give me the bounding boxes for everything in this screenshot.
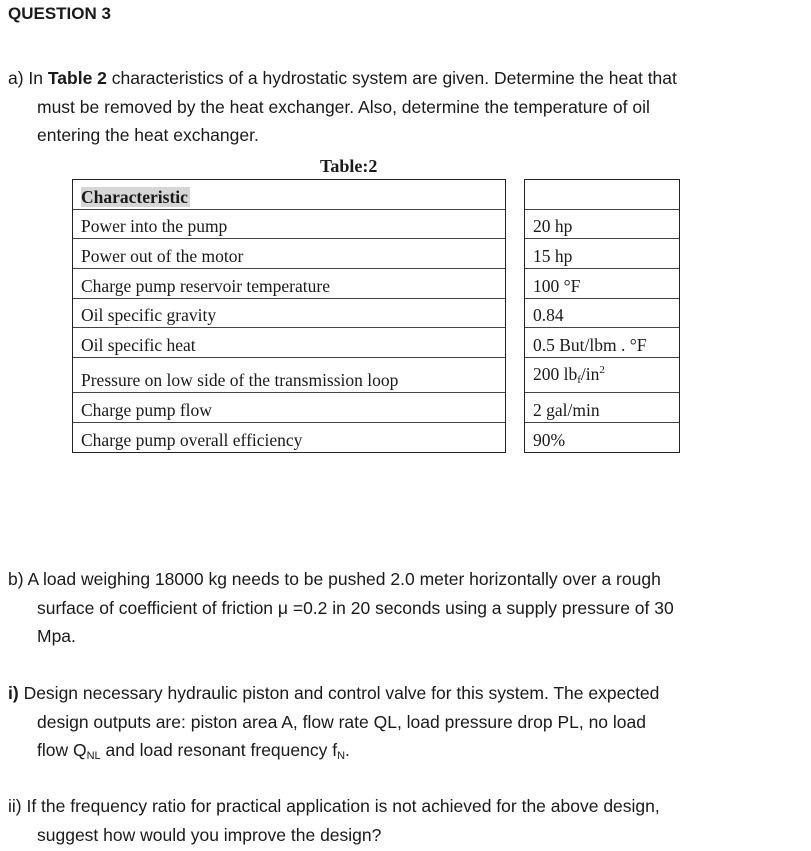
part-a-line-2: must be removed by the heat exchanger. Also, determine the temperature of oil	[37, 96, 650, 117]
characteristics-table	[72, 179, 680, 453]
table-row	[73, 422, 680, 452]
row-value: 200 $lb_f/in^2$	[525, 358, 680, 393]
row-characteristic: Charge pump reservoir temperature	[73, 269, 506, 299]
table-row	[73, 298, 680, 328]
part-b-text	[8, 565, 674, 651]
row-value: 15 hp	[525, 239, 680, 269]
part-b-line-2: surface of coefficient of friction μ =0.2 in 20 seconds using a supply pressure of 30	[37, 597, 674, 618]
table-header-characteristic: Characteristic	[81, 186, 188, 207]
table-row	[73, 239, 680, 269]
table-row	[73, 209, 680, 239]
part-b-line-1: b) A load weighing 18000 kg needs to be pushed 2.0 meter horizontally over a rough	[8, 569, 661, 589]
part-a-line-3: entering the heat exchanger.	[37, 125, 259, 145]
row-characteristic: Power out of the motor	[73, 239, 506, 269]
row-value: 0.5 But/lbm . °F	[525, 328, 680, 358]
table-row	[73, 269, 680, 299]
row-characteristic: Oil specific heat	[73, 328, 506, 358]
table-ref: Table 2	[47, 68, 107, 88]
table-title: Table:2	[320, 156, 378, 176]
part-b-i-line-2: design outputs are: piston area A, flow rate QL, load pressure drop PL, no load	[37, 711, 646, 732]
part-b-ii-line-1: ii) If the frequency ratio for practical application is not achieved for the above design,	[8, 796, 660, 816]
row-value: 2 gal/min	[525, 393, 680, 423]
table-row	[73, 393, 680, 423]
part-b-line-3: Mpa.	[37, 626, 76, 646]
row-characteristic: Charge pump flow	[73, 393, 506, 423]
row-characteristic: Power into the pump	[73, 209, 506, 239]
row-value: 100 °F	[525, 269, 680, 299]
table-row	[73, 358, 680, 393]
row-characteristic: Pressure on low side of the transmission loop	[73, 358, 506, 393]
question-heading: QUESTION 3	[8, 4, 111, 23]
part-a-text	[8, 64, 806, 150]
row-value: 90%	[525, 422, 680, 452]
row-characteristic: Oil specific gravity	[73, 298, 506, 328]
row-characteristic: Charge pump overall efficiency	[73, 422, 506, 452]
part-b-ii-line-2: suggest how would you improve the design?	[37, 824, 382, 845]
table-row	[73, 328, 680, 358]
table-header-row	[73, 180, 680, 210]
part-b-i-text	[8, 679, 659, 771]
part-a-line-1: a) In Table 2 characteristics of a hydrostatic system are given. Determine the heat that	[8, 68, 677, 88]
part-b-i-line-3: flow $Q_{NL}$ and load resonant frequency $f_N$.	[37, 740, 350, 762]
row-value: 0.84	[525, 298, 680, 328]
part-b-ii-text	[8, 792, 660, 849]
row-value: 20 hp	[525, 209, 680, 239]
part-b-i-line-1: i) Design necessary hydraulic piston and control valve for this system. The expected	[8, 683, 660, 703]
